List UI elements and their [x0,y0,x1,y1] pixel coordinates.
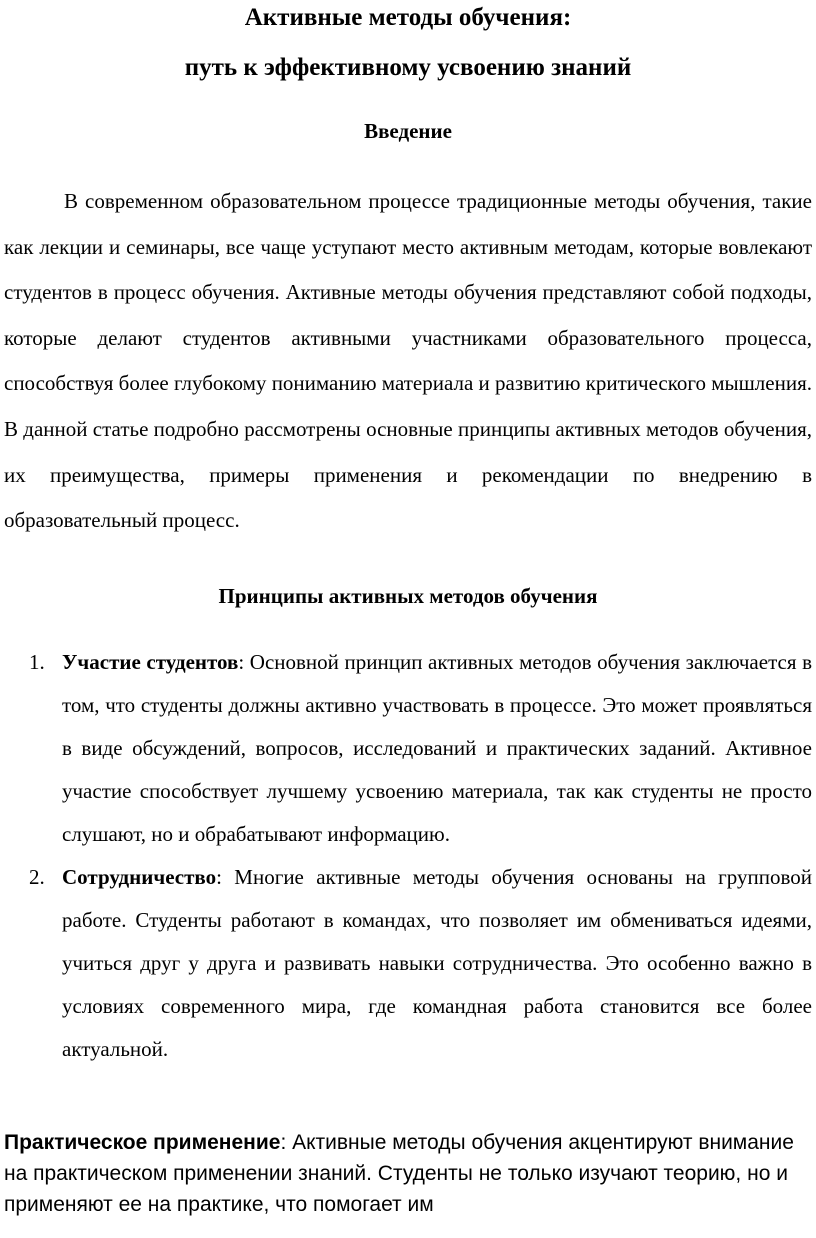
intro-heading: Введение [364,119,452,143]
list-item-number: 1. [29,650,45,674]
practice-term: Практическое применение [4,1131,281,1154]
list-item [0,856,816,1071]
practice-paragraph [4,1127,808,1220]
intro-paragraph: В современном образовательном процессе традиционные методы обучения, такие как лекции и семинары, все чаще уступают место активным методам, которые вовлекают студентов в процесс обучения. Активные методы обучения представляют собой подходы, которые делают студентов активными участниками образовательного процесса, способствуя более глубокому пониманию материала и развитию критического мышления. В данной статье подробно рассмотрены основные принципы активных методов обучения, их преимущества, примеры применения и рекомендации по внедрению в образовательный процесс. [4,189,812,533]
practice-text: : Активные методы обучения акцентируют внимание на практическом применении знаний. Студенты не только изучают теорию, но и применяют ее на практике, что помогает им [4,1131,794,1216]
principles-list [0,641,816,1071]
list-item-term: Участие студентов [62,650,239,674]
document-title-line1: Активные методы обучения: [244,4,572,31]
principles-heading: Принципы активных методов обучения [218,584,598,608]
list-item-number: 2. [29,865,45,889]
list-item-text: : Многие активные методы обучения основаны на групповой работе. Студенты работают в командах, что позволяет им обмениваться идеями, учиться друг у друга и развивать навыки сотрудничества. Это особенно важно в условиях современного мира, где командная работа становится все более актуальной. [62,865,812,1061]
list-item [0,641,816,856]
list-item-term: Сотрудничество [62,865,217,889]
document-title-line2: путь к эффективному усвоению знаний [184,54,632,81]
list-item-text: : Основной принцип активных методов обучения заключается в том, что студенты должны активно участвовать в процессе. Это может проявляться в виде обсуждений, вопросов, исследований и практических заданий. Активное участие способствует лучшему усвоению материала, так как студенты не просто слушают, но и обрабатывают информацию. [62,650,813,846]
